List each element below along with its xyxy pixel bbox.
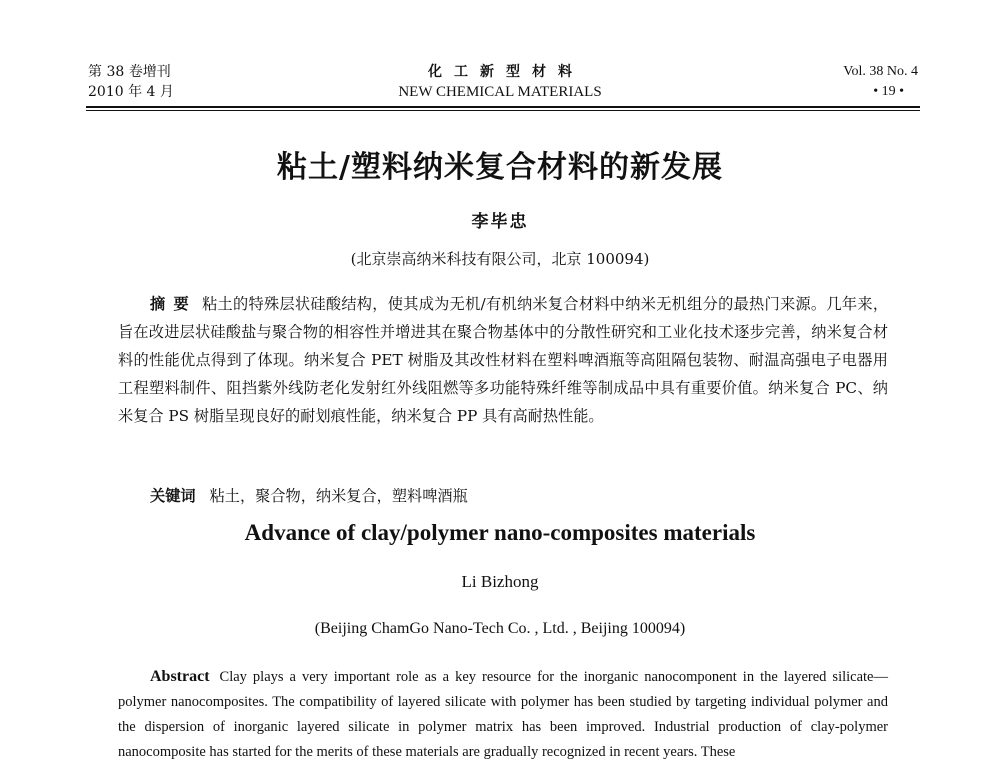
abstract-en-text: Clay plays a very important role as a key resource for the inorganic nanocomponent in the layered silicate—polymer nanocomposites. The compatibility of layered silicate with polymer has been studied by targeting individual polymer and the dispersion of inorganic layered silicate in polymer matrix has been improved. Industrial production of clay-polymer nanocomposite has started for the merits of these materials are gradually recognized in recent years. These [118, 669, 888, 760]
issue-volume: 第 38 卷增刊 [88, 64, 171, 80]
abstract-cn [118, 290, 888, 430]
abstract-en [118, 664, 888, 765]
author-cn: 李毕忠 [471, 212, 529, 232]
header-rule-thick [86, 106, 920, 108]
journal-name-cn: 化工新型材料 [428, 64, 584, 80]
abstract-cn-label: 摘要 [150, 295, 197, 313]
paper-title-cn: 粘土/塑料纳米复合材料的新发展 [277, 150, 723, 185]
issue-date: 2010 年 4 月 [88, 84, 174, 100]
abstract-cn-text: 粘土的特殊层状硅酸结构，使其成为无机/有机纳米复合材料中纳米无机组分的最热门来源。几年来，旨在改进层状硅酸盐与聚合物的相容性并增进其在聚合物基体中的分散性研究和工业化技术逐步完善，纳米复合材料的性能优点得到了体现。纳米复合 PET 树脂及其改性材料在塑料啤酒瓶等高阻隔包装物、耐温高强电子电器用工程塑料制件、阻挡紫外线防老化发射红外线阻燃等多功能特殊纤维等制成品中具有重要价值。纳米复合 PC、纳米复合 PS 树脂呈现良好的耐划痕性能，纳米复合 PP 具有高耐热性能。 [118, 295, 889, 425]
journal-name-en: NEW CHEMICAL MATERIALS [398, 84, 602, 100]
journal-name [320, 62, 680, 102]
paper-title-en: Advance of clay/polymer nano-composites materials [244, 520, 756, 545]
volume-info [843, 62, 918, 102]
volume-number: Vol. 38 No. 4 [843, 64, 918, 79]
page-number: • 19 • [873, 84, 904, 99]
header-rule-thin [86, 110, 920, 111]
keywords-cn-text: 粘土，聚合物，纳米复合，塑料啤酒瓶 [209, 487, 468, 505]
issue-info [88, 62, 174, 102]
affiliation-cn: (北京崇高纳米科技有限公司，北京 100094) [350, 250, 650, 268]
author-en: Li Bizhong [461, 572, 539, 591]
affiliation-en: (Beijing ChamGo Nano-Tech Co. , Ltd. , Beijing 100094) [314, 620, 686, 637]
keywords-cn-label: 关键词 [150, 487, 196, 505]
abstract-en-label: Abstract [150, 668, 210, 685]
keywords-cn [150, 484, 468, 508]
